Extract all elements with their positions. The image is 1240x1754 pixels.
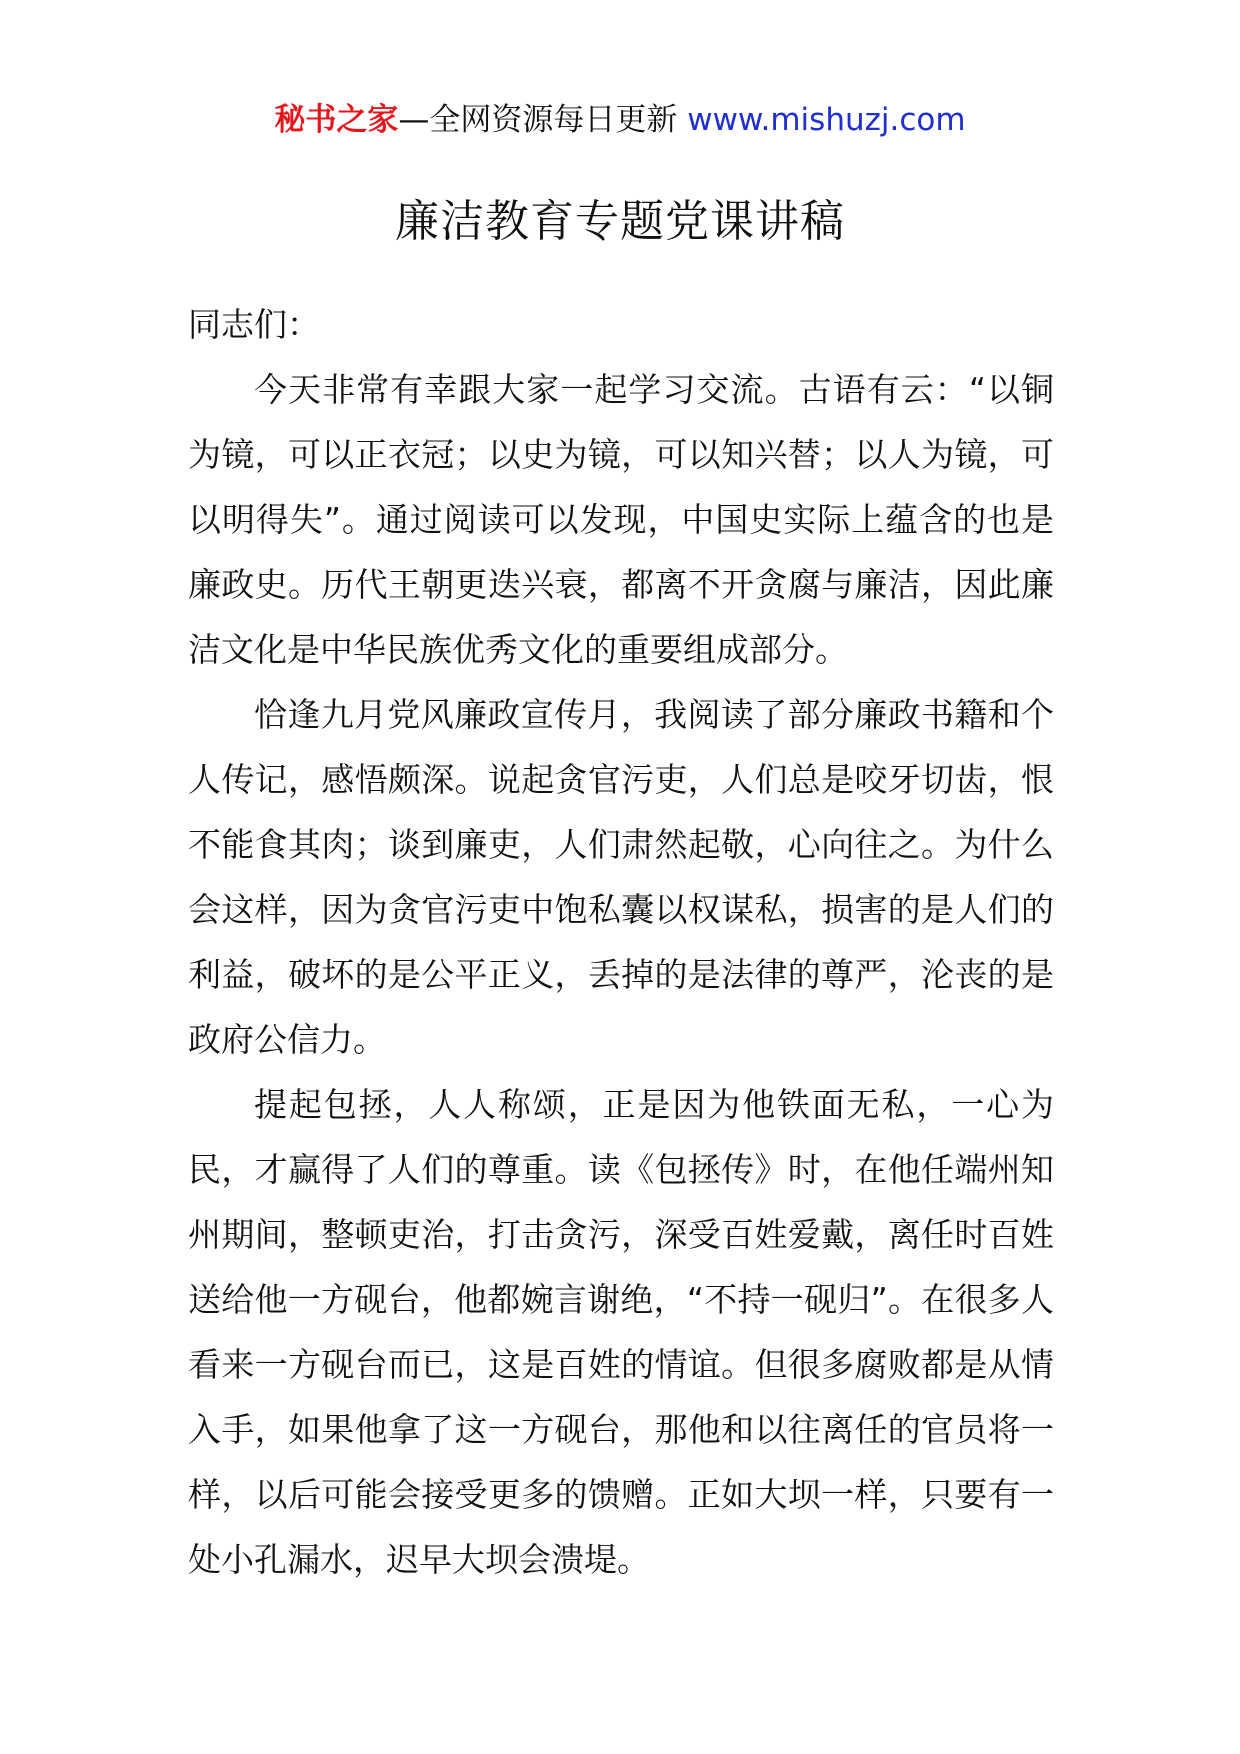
paragraph: 今天非常有幸跟大家一起学习交流。古语有云：“以铜为镜，可以正衣冠；以史为镜，可以知兴替；以人为镜，可以明得失”。通过阅读可以发现，中国史实际上蕴含的也是廉政史。历代王朝更迭兴衰，都离不开贪腐与廉洁，因此廉洁文化是中华民族优秀文化的重要组成部分。 bbox=[188, 370, 1054, 669]
salutation: 同志们： bbox=[188, 305, 320, 344]
site-brand: 秘书之家 bbox=[274, 102, 399, 138]
site-url-link[interactable]: www.mishuzj.com bbox=[687, 102, 966, 138]
site-slogan: —全网资源每日更新 bbox=[398, 102, 688, 138]
paragraph: 提起包拯，人人称颂，正是因为他铁面无私，一心为民，才赢得了人们的尊重。读《包拯传》时，在他任端州知州期间，整顿吏治，打击贪污，深受百姓爱戴，离任时百姓送给他一方砚台，他都婉言谢绝，“不持一砚归”。在很多人看来一方砚台而已，这是百姓的情谊。但很多腐败都是从情入手，如果他拿了这一方砚台，那他和以往离任的官员将一样，以后可能会接受更多的馈赠。正如大坝一样，只要有一处小孔漏水，迟早大坝会溃堤。 bbox=[188, 1085, 1054, 1579]
document-title: 廉洁教育专题党课讲稿 bbox=[395, 196, 845, 248]
document-body bbox=[188, 292, 1054, 1592]
paragraph: 恰逢九月党风廉政宣传月，我阅读了部分廉政书籍和个人传记，感悟颇深。说起贪官污吏，人们总是咬牙切齿，恨不能食其肉；谈到廉吏，人们肃然起敬，心向往之。为什么会这样，因为贪官污吏中饱私囊以权谋私，损害的是人们的利益，破坏的是公平正义，丢掉的是法律的尊严，沦丧的是政府公信力。 bbox=[188, 695, 1054, 1059]
site-header bbox=[0, 98, 1240, 142]
